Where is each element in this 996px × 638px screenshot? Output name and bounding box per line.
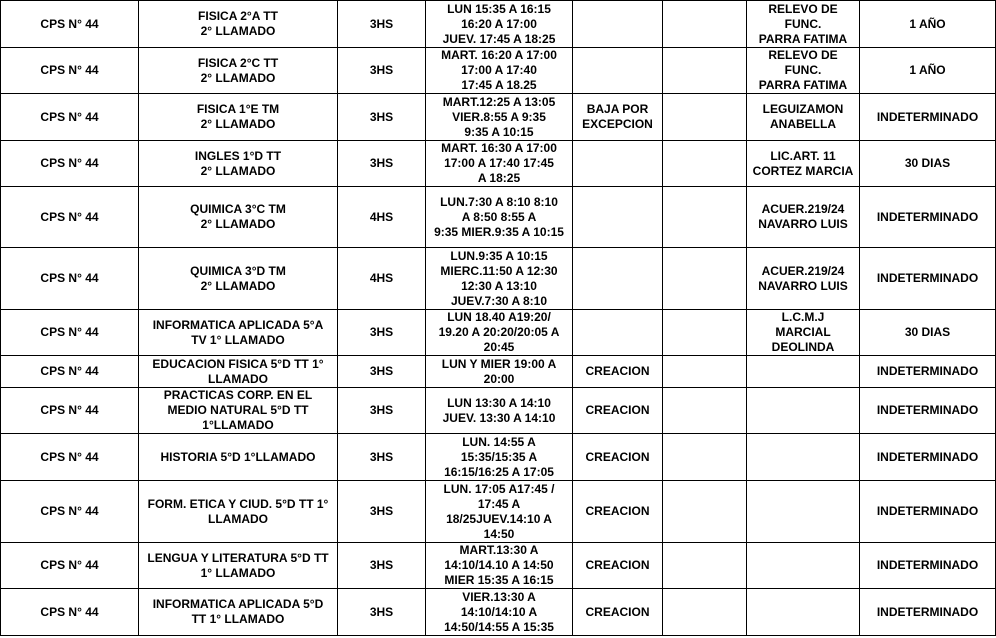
vacancy-table-body	[1, 1, 996, 636]
duration-cell: 30 DIAS	[860, 310, 996, 356]
empty-cell	[663, 48, 747, 94]
reason-cell: ACUER.219/24 NAVARRO LUIS	[747, 248, 860, 310]
hours-cell: 3HS	[338, 481, 426, 543]
vacancy-type-cell	[573, 310, 663, 356]
empty-cell	[663, 388, 747, 434]
subject-cell: EDUCACION FISICA 5°D TT 1° LLAMADO	[139, 356, 338, 388]
hours-cell: 3HS	[338, 356, 426, 388]
duration-cell: INDETERMINADO	[860, 434, 996, 481]
school-cell: CPS N° 44	[1, 187, 139, 248]
reason-cell	[747, 543, 860, 589]
reason-cell	[747, 388, 860, 434]
table-row	[1, 543, 996, 589]
duration-cell: 1 AÑO	[860, 48, 996, 94]
table-row	[1, 187, 996, 248]
reason-cell	[747, 589, 860, 636]
subject-cell: FISICA 2°A TT 2° LLAMADO	[139, 1, 338, 48]
reason-cell	[747, 356, 860, 388]
duration-cell: INDETERMINADO	[860, 589, 996, 636]
duration-cell: INDETERMINADO	[860, 543, 996, 589]
empty-cell	[663, 481, 747, 543]
school-cell: CPS N° 44	[1, 356, 139, 388]
schedule-cell: LUN Y MIER 19:00 A 20:00	[426, 356, 573, 388]
empty-cell	[663, 248, 747, 310]
reason-cell: LEGUIZAMON ANABELLA	[747, 94, 860, 141]
empty-cell	[663, 187, 747, 248]
duration-cell: INDETERMINADO	[860, 94, 996, 141]
subject-cell: INFORMATICA APLICADA 5°D TT 1° LLAMADO	[139, 589, 338, 636]
table-row	[1, 94, 996, 141]
duration-cell: INDETERMINADO	[860, 356, 996, 388]
subject-cell: FISICA 1°E TM 2° LLAMADO	[139, 94, 338, 141]
table-row	[1, 356, 996, 388]
vacancy-type-cell: CREACION	[573, 589, 663, 636]
table-row	[1, 248, 996, 310]
duration-cell: INDETERMINADO	[860, 481, 996, 543]
reason-cell	[747, 434, 860, 481]
school-cell: CPS N° 44	[1, 388, 139, 434]
table-row	[1, 48, 996, 94]
subject-cell: QUIMICA 3°C TM 2° LLAMADO	[139, 187, 338, 248]
reason-cell: RELEVO DE FUNC. PARRA FATIMA	[747, 48, 860, 94]
school-cell: CPS N° 44	[1, 481, 139, 543]
table-row	[1, 481, 996, 543]
empty-cell	[663, 310, 747, 356]
table-row	[1, 1, 996, 48]
table-row	[1, 388, 996, 434]
hours-cell: 3HS	[338, 388, 426, 434]
empty-cell	[663, 434, 747, 481]
subject-cell: FISICA 2°C TT 2° LLAMADO	[139, 48, 338, 94]
schedule-cell: VIER.13:30 A 14:10/14:10 A 14:50/14:55 A 15:35	[426, 589, 573, 636]
schedule-cell: LUN. 14:55 A 15:35/15:35 A 16:15/16:25 A 17:05	[426, 434, 573, 481]
schedule-cell: LUN 18.40 A19:20/ 19.20 A 20:20/20:05 A 20:45	[426, 310, 573, 356]
schedule-cell: MART. 16:20 A 17:00 17:00 A 17:40 17:45 A 18.25	[426, 48, 573, 94]
schedule-cell: MART. 16:30 A 17:00 17:00 A 17:40 17:45 A 18:25	[426, 141, 573, 187]
vacancy-type-cell: CREACION	[573, 388, 663, 434]
school-cell: CPS N° 44	[1, 248, 139, 310]
schedule-cell: LUN 15:35 A 16:15 16:20 A 17:00 JUEV. 17:45 A 18:25	[426, 1, 573, 48]
reason-cell: LIC.ART. 11 CORTEZ MARCIA	[747, 141, 860, 187]
hours-cell: 3HS	[338, 94, 426, 141]
table-row	[1, 310, 996, 356]
empty-cell	[663, 1, 747, 48]
hours-cell: 3HS	[338, 310, 426, 356]
school-cell: CPS N° 44	[1, 589, 139, 636]
table-row	[1, 589, 996, 636]
subject-cell: QUIMICA 3°D TM 2° LLAMADO	[139, 248, 338, 310]
reason-cell: RELEVO DE FUNC. PARRA FATIMA	[747, 1, 860, 48]
subject-cell: HISTORIA 5°D 1°LLAMADO	[139, 434, 338, 481]
empty-cell	[663, 94, 747, 141]
empty-cell	[663, 356, 747, 388]
vacancy-type-cell: CREACION	[573, 481, 663, 543]
school-cell: CPS N° 44	[1, 94, 139, 141]
school-cell: CPS N° 44	[1, 48, 139, 94]
vacancy-type-cell	[573, 1, 663, 48]
schedule-cell: LUN.7:30 A 8:10 8:10 A 8:50 8:55 A 9:35 MIER.9:35 A 10:15	[426, 187, 573, 248]
hours-cell: 3HS	[338, 48, 426, 94]
vacancy-type-cell: BAJA POR EXCEPCION	[573, 94, 663, 141]
hours-cell: 4HS	[338, 187, 426, 248]
hours-cell: 3HS	[338, 589, 426, 636]
hours-cell: 4HS	[338, 248, 426, 310]
duration-cell: 1 AÑO	[860, 1, 996, 48]
duration-cell: INDETERMINADO	[860, 248, 996, 310]
table-row	[1, 141, 996, 187]
vacancy-type-cell	[573, 187, 663, 248]
duration-cell: INDETERMINADO	[860, 187, 996, 248]
reason-cell: L.C.M.J MARCIAL DEOLINDA	[747, 310, 860, 356]
empty-cell	[663, 589, 747, 636]
school-cell: CPS N° 44	[1, 1, 139, 48]
school-cell: CPS N° 44	[1, 310, 139, 356]
empty-cell	[663, 141, 747, 187]
duration-cell: 30 DIAS	[860, 141, 996, 187]
schedule-cell: LUN.9:35 A 10:15 MIERC.11:50 A 12:30 12:30 A 13:10 JUEV.7:30 A 8:10	[426, 248, 573, 310]
schedule-cell: LUN 13:30 A 14:10 JUEV. 13:30 A 14:10	[426, 388, 573, 434]
school-cell: CPS N° 44	[1, 543, 139, 589]
hours-cell: 3HS	[338, 434, 426, 481]
vacancy-type-cell: CREACION	[573, 543, 663, 589]
reason-cell	[747, 481, 860, 543]
hours-cell: 3HS	[338, 141, 426, 187]
vacancy-type-cell	[573, 141, 663, 187]
duration-cell: INDETERMINADO	[860, 388, 996, 434]
subject-cell: INFORMATICA APLICADA 5°A TV 1° LLAMADO	[139, 310, 338, 356]
schedule-cell: MART.13:30 A 14:10/14.10 A 14:50 MIER 15:35 A 16:15	[426, 543, 573, 589]
hours-cell: 3HS	[338, 543, 426, 589]
empty-cell	[663, 543, 747, 589]
school-cell: CPS N° 44	[1, 434, 139, 481]
vacancy-type-cell	[573, 248, 663, 310]
subject-cell: FORM. ETICA Y CIUD. 5°D TT 1° LLAMADO	[139, 481, 338, 543]
hours-cell: 3HS	[338, 1, 426, 48]
schedule-cell: LUN. 17:05 A17:45 / 17:45 A 18/25JUEV.14:10 A 14:50	[426, 481, 573, 543]
subject-cell: INGLES 1°D TT 2° LLAMADO	[139, 141, 338, 187]
vacancy-type-cell: CREACION	[573, 434, 663, 481]
schedule-cell: MART.12:25 A 13:05 VIER.8:55 A 9:35 9:35 A 10:15	[426, 94, 573, 141]
school-cell: CPS N° 44	[1, 141, 139, 187]
reason-cell: ACUER.219/24 NAVARRO LUIS	[747, 187, 860, 248]
subject-cell: LENGUA Y LITERATURA 5°D TT 1° LLAMADO	[139, 543, 338, 589]
vacancy-type-cell: CREACION	[573, 356, 663, 388]
subject-cell: PRACTICAS CORP. EN EL MEDIO NATURAL 5°D TT 1°LLAMADO	[139, 388, 338, 434]
table-row	[1, 434, 996, 481]
vacancy-type-cell	[573, 48, 663, 94]
